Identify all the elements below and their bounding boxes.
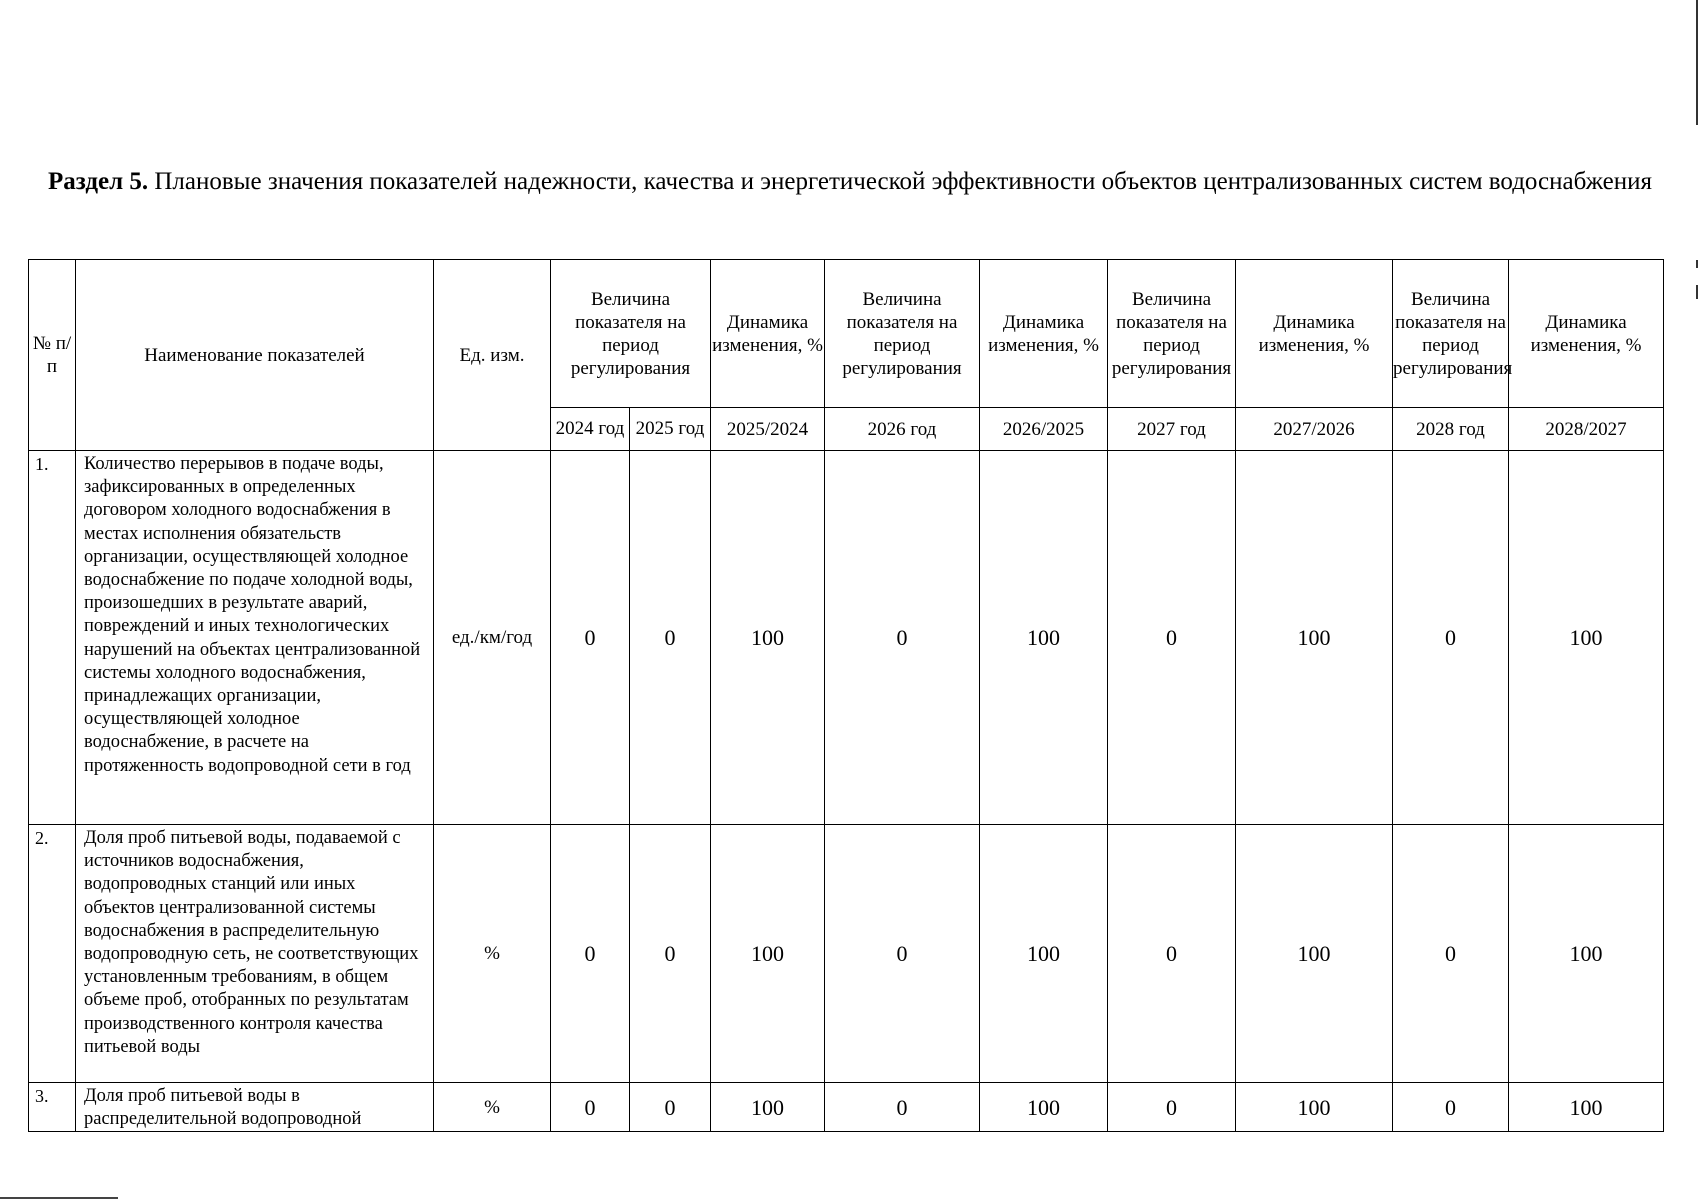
value-cell: 100 xyxy=(711,825,825,1083)
indicator-unit: % xyxy=(434,825,551,1083)
subheader-cell: 2027/2026 xyxy=(1236,408,1393,451)
page-edge-mark xyxy=(1696,285,1698,299)
value-cell: 100 xyxy=(1509,1083,1664,1132)
header-value-period: Величина показателя на период регулирования xyxy=(1393,260,1509,408)
header-dynamics: Динамика изменения, % xyxy=(980,260,1108,408)
page-edge-line xyxy=(1696,0,1698,125)
value-cell: 0 xyxy=(1108,1083,1236,1132)
value-cell: 0 xyxy=(630,825,711,1083)
table-row xyxy=(29,1083,1700,1132)
indicator-name: Количество перерывов в подаче воды, зафиксированных в определенных договором холодного водоснабжения в местах исполнения обязательств организации, осуществляющей холодное водоснабжение по подаче холодной воды, произошедших в результате аварий, повреждений и иных технологических нарушений на объектах централизованной системы холодного водоснабжения, принадлежащих организации, осуществляющей холодное водоснабжение, в расчете на протяженность водопроводной сети в год xyxy=(76,451,434,825)
value-cell: 100 xyxy=(1236,1083,1393,1132)
subheader-cell: 2024 год xyxy=(551,408,630,451)
section-title-text: Плановые значения показателей надежности, качества и энергетической эффективности объектов централизованных систем водоснабжения xyxy=(154,168,1652,195)
value-cell: 0 xyxy=(630,451,711,825)
page-edge-mark xyxy=(0,1197,118,1199)
value-cell: 0 xyxy=(1393,825,1509,1083)
table-row xyxy=(29,451,1700,825)
value-cell: 0 xyxy=(825,825,980,1083)
value-cell: 100 xyxy=(980,825,1108,1083)
value-cell: 100 xyxy=(980,451,1108,825)
value-cell: 100 xyxy=(1236,825,1393,1083)
value-cell: 0 xyxy=(630,1083,711,1132)
header-value-period: Величина показателя на период регулирования xyxy=(551,260,711,408)
table-row xyxy=(29,825,1700,1083)
row-number: 3. xyxy=(29,1083,76,1132)
subheader-cell: 2028 год xyxy=(1393,408,1509,451)
subheader-cell: 2026/2025 xyxy=(980,408,1108,451)
subheader-cell: 2028/2027 xyxy=(1509,408,1664,451)
value-cell: 0 xyxy=(1393,451,1509,825)
header-value-period: Величина показателя на период регулирования xyxy=(1108,260,1236,408)
header-dynamics: Динамика изменения, % xyxy=(1236,260,1393,408)
value-cell: 100 xyxy=(711,1083,825,1132)
indicators-table xyxy=(28,259,1700,1132)
value-cell: 100 xyxy=(1236,451,1393,825)
value-cell: 0 xyxy=(551,1083,630,1132)
indicator-unit: ед./км/год xyxy=(434,451,551,825)
value-cell: 0 xyxy=(1108,451,1236,825)
row-number: 1. xyxy=(29,451,76,825)
header-dynamics: Динамика изменения, % xyxy=(1509,260,1664,408)
section-title xyxy=(40,165,1660,198)
header-row xyxy=(29,260,1700,408)
value-cell: 100 xyxy=(1509,451,1664,825)
subheader-cell: 2025 год xyxy=(630,408,711,451)
indicator-name: Доля проб питьевой воды, подаваемой с источников водоснабжения, водопроводных станций или иных объектов централизованной системы водоснабжения в распределительную водопроводную сеть, не соответствующих установленным требованиям, в общем объеме проб, отобранных по результатам производственного контроля качества питьевой воды xyxy=(76,825,434,1083)
value-cell: 100 xyxy=(711,451,825,825)
value-cell: 0 xyxy=(825,451,980,825)
value-cell: 0 xyxy=(825,1083,980,1132)
subheader-cell: 2025/2024 xyxy=(711,408,825,451)
value-cell: 0 xyxy=(551,825,630,1083)
header-unit: Ед. изм. xyxy=(434,260,551,451)
value-cell: 100 xyxy=(980,1083,1108,1132)
indicator-name: Доля проб питьевой воды в распределительной водопроводной xyxy=(76,1083,434,1132)
subheader-cell: 2026 год xyxy=(825,408,980,451)
value-cell: 0 xyxy=(1393,1083,1509,1132)
header-value-period: Величина показателя на период регулирования xyxy=(825,260,980,408)
page-edge-mark xyxy=(1696,260,1698,268)
value-cell: 100 xyxy=(1509,825,1664,1083)
header-num: № п/п xyxy=(29,260,76,451)
section-title-prefix: Раздел 5. xyxy=(47,168,149,195)
header-dynamics: Динамика изменения, % xyxy=(711,260,825,408)
value-cell: 0 xyxy=(551,451,630,825)
subheader-cell: 2027 год xyxy=(1108,408,1236,451)
value-cell: 0 xyxy=(1108,825,1236,1083)
row-number: 2. xyxy=(29,825,76,1083)
header-name: Наименование показателей xyxy=(76,260,434,451)
indicator-unit: % xyxy=(434,1083,551,1132)
